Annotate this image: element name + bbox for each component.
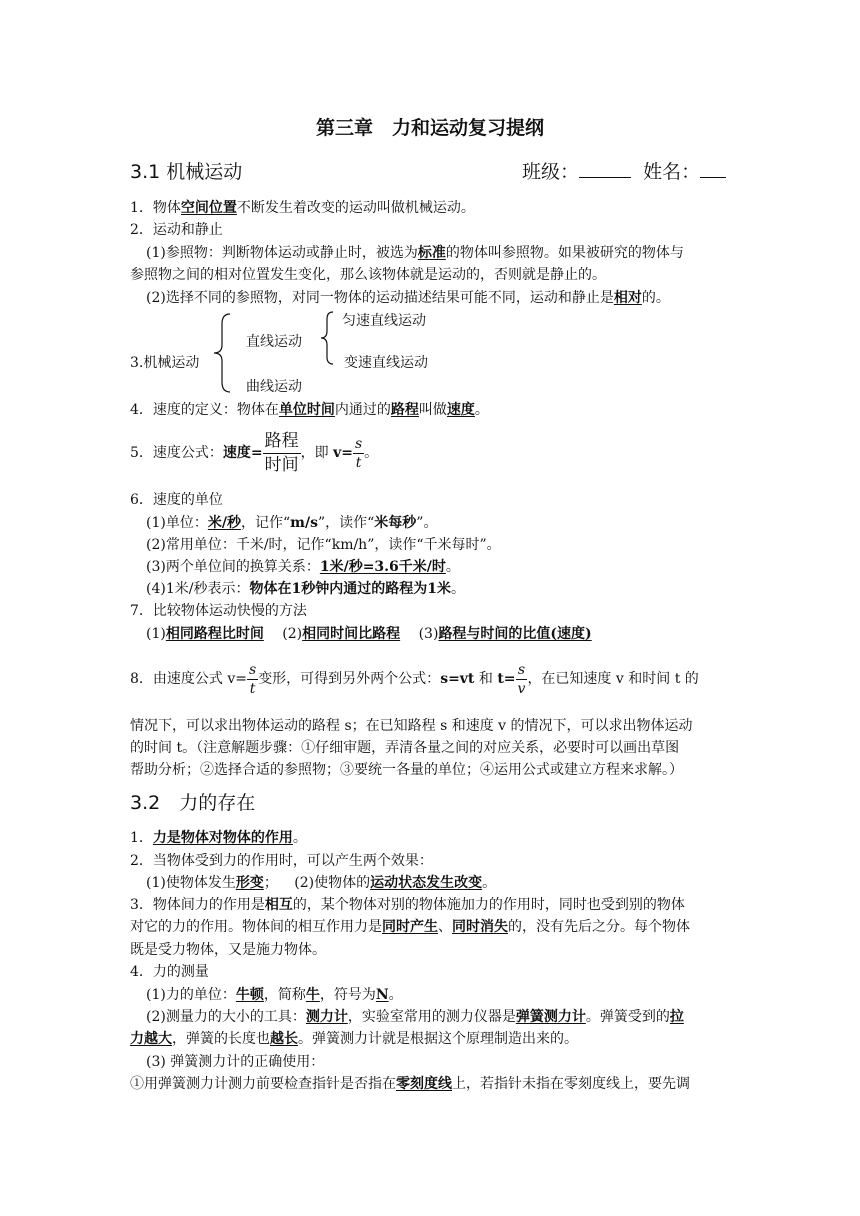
line-15-formula: 8．由速度公式 v= $\frac{s}{t}$ 变形，可得到另外两个公式：s=vt 和 t= $\frac{s}{v}$ ，在已知速度 v 和时间 t 的 xyxy=(130,661,699,697)
line-6: 4．速度的定义：物体在单位时间内通过的路程叫做速度。 xyxy=(130,402,489,418)
key-term: 物体在1秒钟内通过的路程为1米 xyxy=(249,581,451,597)
key-term: 越长 xyxy=(270,1031,298,1047)
section-heading-3-2: 3.2 力的存在 xyxy=(130,792,256,814)
key-term: 力越大 xyxy=(130,1031,172,1047)
line-m5: 对它的力的作用。物体间的相互作用力是同时产生、同时消失的，没有先后之分。每个物体 xyxy=(130,919,690,935)
key-term: 运动状态发生改变 xyxy=(370,875,483,891)
key-term: 同时产生 xyxy=(382,919,438,935)
tree-variable: 变速直线运动 xyxy=(344,355,428,371)
tree-straight: 直线运动 xyxy=(246,334,302,350)
name-label: 姓名： xyxy=(643,161,701,183)
key-term: 路程 xyxy=(390,402,419,418)
line-2: 2．运动和静止 xyxy=(130,222,223,238)
line-m2: 2．当物体受到力的作用时，可以产生两个效果： xyxy=(130,853,433,869)
line-8: 6．速度的单位 xyxy=(130,492,223,508)
fraction: $\frac{s}{t}$ xyxy=(249,661,257,697)
line-13: 7．比较物体运动快慢的方法 xyxy=(130,603,307,619)
key-term: N xyxy=(375,987,389,1003)
tree-root: 3.机械运动 xyxy=(130,355,200,371)
brace-large-icon xyxy=(210,312,234,394)
key-term: 牛顿 xyxy=(235,987,264,1003)
key-term: 形变 xyxy=(235,875,264,891)
line-m6: 既是受力物体，又是施力物体。 xyxy=(130,942,326,958)
line-16: 情况下，可以求出物体运动的路程 s；在已知路程 s 和速度 v 的情况下，可以求出物体运动 xyxy=(130,718,693,734)
line-11: (3)两个单位间的换算关系：1米/秒=3.6千米/时。 xyxy=(146,559,460,575)
tree-uniform: 匀速直线运动 xyxy=(342,313,426,329)
page-title: 第三章 力和运动复习提纲 xyxy=(315,117,544,139)
line-m11: (3) 弹簧测力计的正确使用： xyxy=(146,1054,325,1070)
line-m1: 1．力是物体对物体的作用。 xyxy=(130,830,307,846)
key-term: 零刻度线 xyxy=(396,1076,452,1092)
line-m9: (2)测量力的大小的工具：测力计，实验室常用的测力仪器是弹簧测力计。弹簧受到的拉 xyxy=(146,1009,684,1025)
section-heading-3-1: 3.1 机械运动 xyxy=(130,161,243,183)
line-14: (1)相同路程比时间 (2)相同时间比路程 (3)路程与时间的比值(速度) xyxy=(146,626,592,642)
key-term: 测力计 xyxy=(305,1009,348,1025)
key-term: 单位时间 xyxy=(278,402,335,418)
key-term: 空间位置 xyxy=(180,200,237,216)
line-m7: 4．力的测量 xyxy=(130,964,209,980)
line-18: 帮助分析；②选择合适的参照物；③要统一各量的单位；④运用公式或建立方程来求解。） xyxy=(130,762,683,778)
line-m8: (1)力的单位：牛顿，简称牛，符号为N。 xyxy=(146,987,403,1003)
line-1: 1．物体空间位置不断发生着改变的运动叫做机械运动。 xyxy=(130,200,475,216)
class-label: 班级： xyxy=(522,161,580,183)
key-term: 1米/秒=3.6千米/时 xyxy=(319,559,446,575)
key-term: 拉 xyxy=(669,1009,684,1025)
class-blank[interactable] xyxy=(579,159,631,178)
line-m4: 3．物体间力的作用是相互的，某个物体对别的物体施加力的作用时，同时也受到别的物体 xyxy=(130,897,685,913)
name-blank[interactable] xyxy=(700,159,726,178)
line-17: 的时间 t。（注意解题步骤：①仔细审题，弄清各量之间的对应关系，必要时可以画出草图 xyxy=(130,740,680,756)
key-term: 同时消失 xyxy=(452,919,508,935)
brace-small-icon xyxy=(318,310,336,366)
line-12: (4)1米/秒表示：物体在1秒钟内通过的路程为1米。 xyxy=(146,581,465,597)
line-5: (2)选择不同的参照物，对同一物体的运动描述结果可能不同，运动和静止是相对的。 xyxy=(146,290,670,306)
line-9: (1)单位：米/秒，记作“m/s”，读作“米每秒”。 xyxy=(146,515,438,531)
key-term: 弹簧测力计 xyxy=(515,1009,586,1025)
line-m10: 力越大，弹簧的长度也越长。弹簧测力计就是根据这个原理制造出来的。 xyxy=(130,1031,578,1047)
key-term: 力是物体对物体的作用 xyxy=(152,830,293,846)
line-10: (2)常用单位：千米/时，记作“km/h”，读作“千米每时”。 xyxy=(146,537,501,553)
key-term: 路程与时间的比值(速度) xyxy=(438,626,592,642)
key-term: 相对 xyxy=(613,290,642,306)
key-term: 相互 xyxy=(264,897,293,913)
tree-curve: 曲线运动 xyxy=(246,379,302,395)
class-field[interactable] xyxy=(522,159,726,185)
fraction: $\frac{s}{v}$ xyxy=(517,661,526,697)
fraction: $\frac{s}{t}$ xyxy=(354,435,363,471)
key-term: 相同时间比路程 xyxy=(302,626,401,642)
key-term: 牛 xyxy=(305,987,320,1003)
line-7-formula: 5．速度公式：速度= $\frac{\text{路程}}{\text{时间}}$ ，即 v= $\frac{s}{t}$ 。 xyxy=(130,430,379,475)
key-term: 速度 xyxy=(446,402,475,418)
key-term: 标准 xyxy=(417,245,446,261)
fraction: $\frac{\text{路程}}{\text{时间}}$ xyxy=(264,430,299,475)
key-term: 米/秒 xyxy=(207,515,241,531)
line-3: (1)参照物：判断物体运动或静止时，被选为标准的物体叫参照物。如果被研究的物体与 xyxy=(146,245,684,261)
line-m3: (1)使物体发生形变； (2)使物体的运动状态发生改变。 xyxy=(146,875,497,891)
line-m12: ①用弹簧测力计测力前要检查指针是否指在零刻度线上，若指针未指在零刻度线上，要先调 xyxy=(130,1076,690,1092)
key-term: 相同路程比时间 xyxy=(165,626,264,642)
line-4: 参照物之间的相对位置发生变化，那么该物体就是运动的，否则就是静止的。 xyxy=(130,267,606,283)
